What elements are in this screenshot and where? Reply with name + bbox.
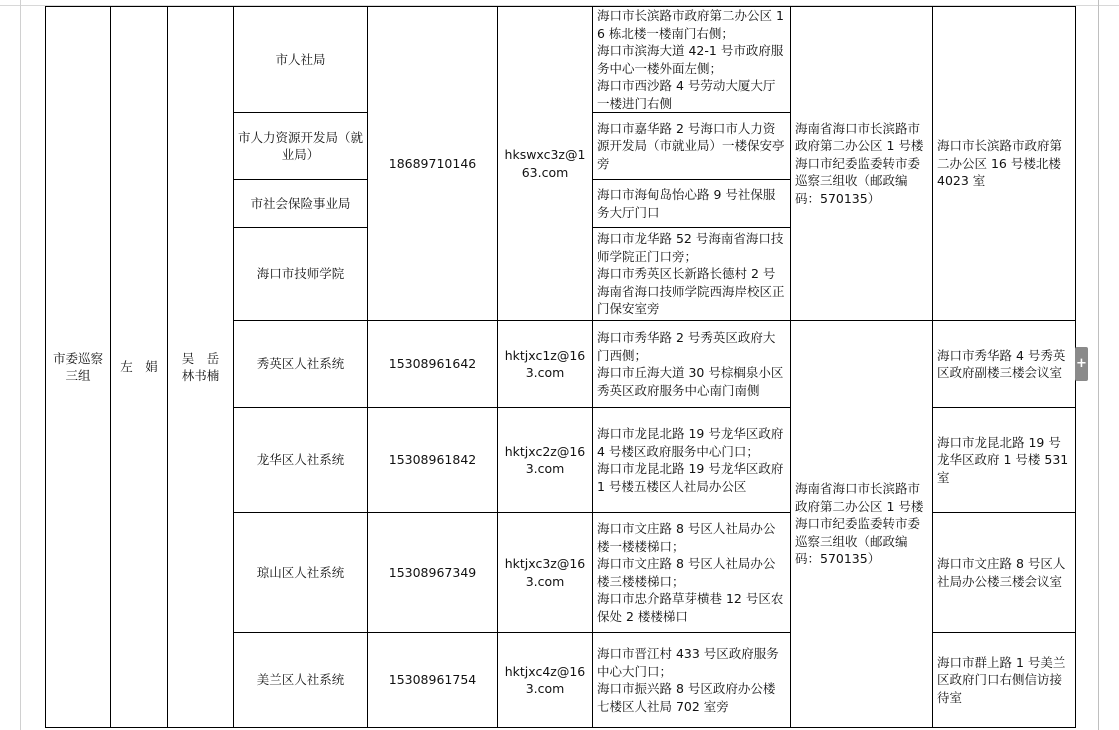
report-phone: 15308961642 xyxy=(368,321,498,408)
group-members-text: 吴 岳 林书楠 xyxy=(181,350,220,383)
report-box-location: 海口市晋江村 433 号区政府服务中心大门口； 海口市振兴路 8 号区政府办公楼七楼区人社局 702 室旁 xyxy=(593,633,791,728)
unit-name: 市人力资源开发局（就业局） xyxy=(234,113,368,180)
visit-address: 海口市文庄路 8 号区人社局办公楼三楼会议室 xyxy=(933,513,1076,633)
report-phone: 18689710146 xyxy=(368,7,498,321)
report-box-location: 海口市龙昆北路 19 号龙华区政府 4 号楼区政府服务中心门口； 海口市龙昆北路 19 号龙华区政府 1 号楼五楼区人社局办公区 xyxy=(593,408,791,513)
unit-name: 美兰区人社系统 xyxy=(234,633,368,728)
mail-address: 海南省海口市长滨路市政府第二办公区 1 号楼海口市纪委监委转市委巡察三组收（邮政编码：570135） xyxy=(791,7,933,321)
add-row-handle[interactable]: + xyxy=(1075,347,1088,381)
report-box-location: 海口市文庄路 8 号区人社局办公楼一楼楼梯口； 海口市文庄路 8 号区人社局办公楼三楼楼梯口； 海口市忠介路草芽横巷 12 号区农保处 2 楼楼梯口 xyxy=(593,513,791,633)
unit-name: 市人社局 xyxy=(234,7,368,113)
unit-name: 海口市技师学院 xyxy=(234,228,368,321)
report-phone: 15308967349 xyxy=(368,513,498,633)
report-phone: 15308961842 xyxy=(368,408,498,513)
report-phone: 15308961754 xyxy=(368,633,498,728)
report-email: hkswxc3z@163.com xyxy=(498,7,593,321)
report-email: hktjxc3z@163.com xyxy=(498,513,593,633)
report-box-location: 海口市秀华路 2 号秀英区政府大门西侧； 海口市丘海大道 30 号棕榈泉小区秀英区政府服务中心南门南侧 xyxy=(593,321,791,408)
page-right-margin-rule xyxy=(1098,0,1099,730)
report-box-location: 海口市海甸岛怡心路 9 号社保服务大厅门口 xyxy=(593,180,791,228)
visit-address: 海口市秀华路 4 号秀英区政府副楼三楼会议室 xyxy=(933,321,1076,408)
page-left-margin-rule xyxy=(20,0,21,730)
group-members xyxy=(168,7,234,728)
report-email: hktjxc1z@163.com xyxy=(498,321,593,408)
visit-address: 海口市龙昆北路 19 号龙华区政府 1 号楼 531 室 xyxy=(933,408,1076,513)
inspection-contact-table xyxy=(45,6,1076,728)
unit-name: 龙华区人社系统 xyxy=(234,408,368,513)
report-box-location: 海口市龙华路 52 号海南省海口技师学院正门口旁； 海口市秀英区长新路长德村 2 号海南省海口技师学院西海岸校区正门保安室旁 xyxy=(593,228,791,321)
report-email: hktjxc4z@163.com xyxy=(498,633,593,728)
unit-name: 琼山区人社系统 xyxy=(234,513,368,633)
visit-address: 海口市群上路 1 号美兰区政府门口右侧信访接待室 xyxy=(933,633,1076,728)
unit-name: 秀英区人社系统 xyxy=(234,321,368,408)
report-box-location: 海口市嘉华路 2 号海口市人力资源开发局（市就业局）一楼保安亭旁 xyxy=(593,113,791,180)
mail-address: 海南省海口市长滨路市政府第二办公区 1 号楼海口市纪委监委转市委巡察三组收（邮政编码：570135） xyxy=(791,321,933,728)
inspection-group-name: 市委巡察三组 xyxy=(46,7,111,728)
table-row xyxy=(46,7,1076,113)
report-box-location: 海口市长滨路市政府第二办公区 16 栋北楼一楼南门右侧； 海口市滨海大道 42-1 号市政府服务中心一楼外面左侧； 海口市西沙路 4 号劳动大厦大厅一楼进门右侧 xyxy=(593,7,791,113)
unit-name: 市社会保险事业局 xyxy=(234,180,368,228)
report-email: hktjxc2z@163.com xyxy=(498,408,593,513)
visit-address: 海口市长滨路市政府第二办公区 16 号楼北楼 4023 室 xyxy=(933,7,1076,321)
group-leader: 左 娟 xyxy=(111,7,168,728)
